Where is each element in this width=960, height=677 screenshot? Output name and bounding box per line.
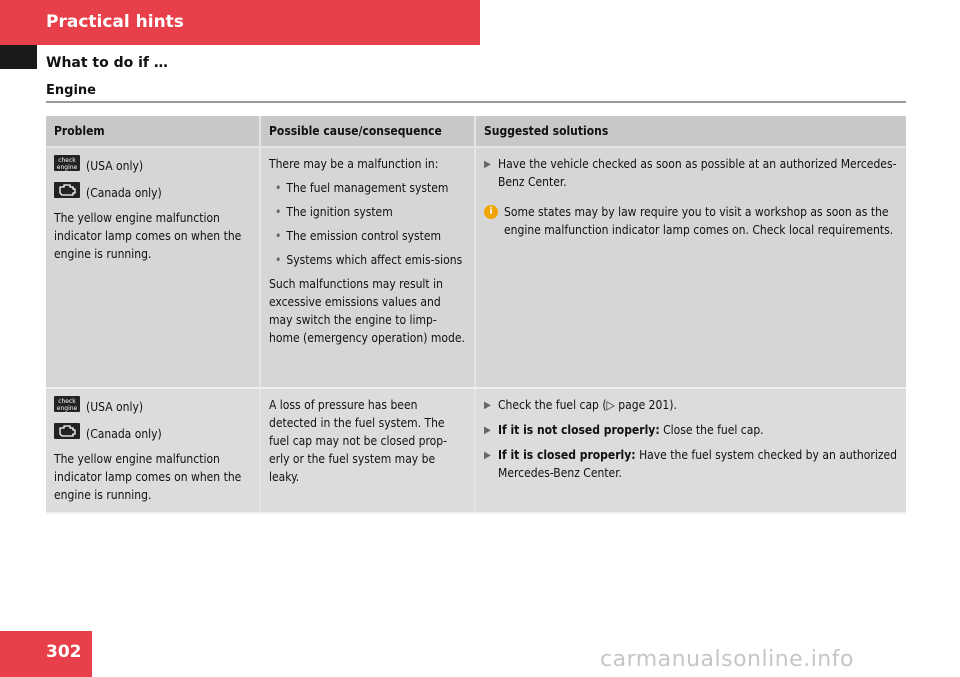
cause-cell <box>260 388 475 513</box>
svg-text:engine: engine <box>56 164 78 171</box>
solution-step: ▶ If it is not closed properly: Close the fuel cap. <box>484 421 898 440</box>
solution-step: ▶ If it is closed properly: Have the fuel system checked by an authorized Mercedes-Benz Center. <box>484 448 897 480</box>
step-arrow-icon: ▶ <box>484 400 491 411</box>
chapter-banner <box>0 0 480 45</box>
solution-step: ▶ Have the vehicle checked as soon as possible at an authorized Mercedes-Benz Center. <box>484 157 897 189</box>
list-item: • Systems which affect emis-sions <box>275 253 463 267</box>
step-arrow-icon: ▶ <box>484 159 491 170</box>
solution-cell <box>475 147 906 388</box>
canada-only-label: (Canada only) <box>86 185 162 200</box>
svg-text:check: check <box>58 157 76 164</box>
problem-description: The yellow engine malfunction indicator lamp comes on when the engine is running. <box>54 452 242 502</box>
step-arrow-icon: ▶ <box>484 450 491 461</box>
svg-text:engine: engine <box>56 405 78 412</box>
list-item: • The emission control system <box>275 229 442 243</box>
info-note: i Some states may by law require you to visit a workshop as soon as the engine malfunction indicator lamp comes on. Check local requirements. <box>484 203 898 239</box>
watermark-text: carmanualsonline.info <box>600 647 854 672</box>
canada-only-label: (Canada only) <box>86 426 162 441</box>
table-row <box>46 388 906 513</box>
info-icon: i <box>484 205 498 219</box>
list-item: • The fuel management system <box>275 181 449 195</box>
chapter-title: Practical hints <box>46 12 184 32</box>
engine-icon <box>54 182 80 203</box>
check-engine-icon <box>54 155 80 176</box>
usa-only-label: (USA only) <box>86 158 144 173</box>
cause-cell <box>260 147 475 388</box>
section-divider <box>46 101 906 103</box>
cause-intro: There may be a malfunction in: <box>269 157 439 171</box>
column-header-solutions: Suggested solutions <box>475 116 906 147</box>
page-number-box <box>0 631 92 677</box>
engine-icon <box>54 423 80 444</box>
solution-step: ▶ Check the fuel cap (▷ page 201). <box>484 396 898 415</box>
section-heading: Engine <box>46 83 96 98</box>
problem-description: The yellow engine malfunction indicator lamp comes on when the engine is running. <box>54 211 242 261</box>
solution-cell <box>475 388 906 513</box>
usa-only-label: (USA only) <box>86 399 144 414</box>
chapter-tab-marker <box>0 45 37 69</box>
page-subtitle: What to do if … <box>46 55 168 71</box>
check-engine-icon <box>54 396 80 417</box>
table-row <box>46 147 906 388</box>
list-item: • The ignition system <box>275 205 393 219</box>
problem-cell <box>46 147 260 388</box>
table-header-row <box>46 116 906 147</box>
troubleshooting-table <box>46 116 906 514</box>
svg-text:check: check <box>58 398 76 405</box>
page-number: 302 <box>46 642 82 662</box>
problem-cell <box>46 388 260 513</box>
column-header-problem: Problem <box>46 116 260 147</box>
cause-text: A loss of pressure has been detected in the fuel system. The fuel cap may not be closed prop-erly or the fuel system may be leaky. <box>269 398 448 484</box>
step-arrow-icon: ▶ <box>484 425 491 436</box>
cause-outro: Such malfunctions may result in excessive emissions values and may switch the engine to limp-home (emergency operation) mode. <box>269 277 465 345</box>
column-header-cause: Possible cause/consequence <box>260 116 475 147</box>
